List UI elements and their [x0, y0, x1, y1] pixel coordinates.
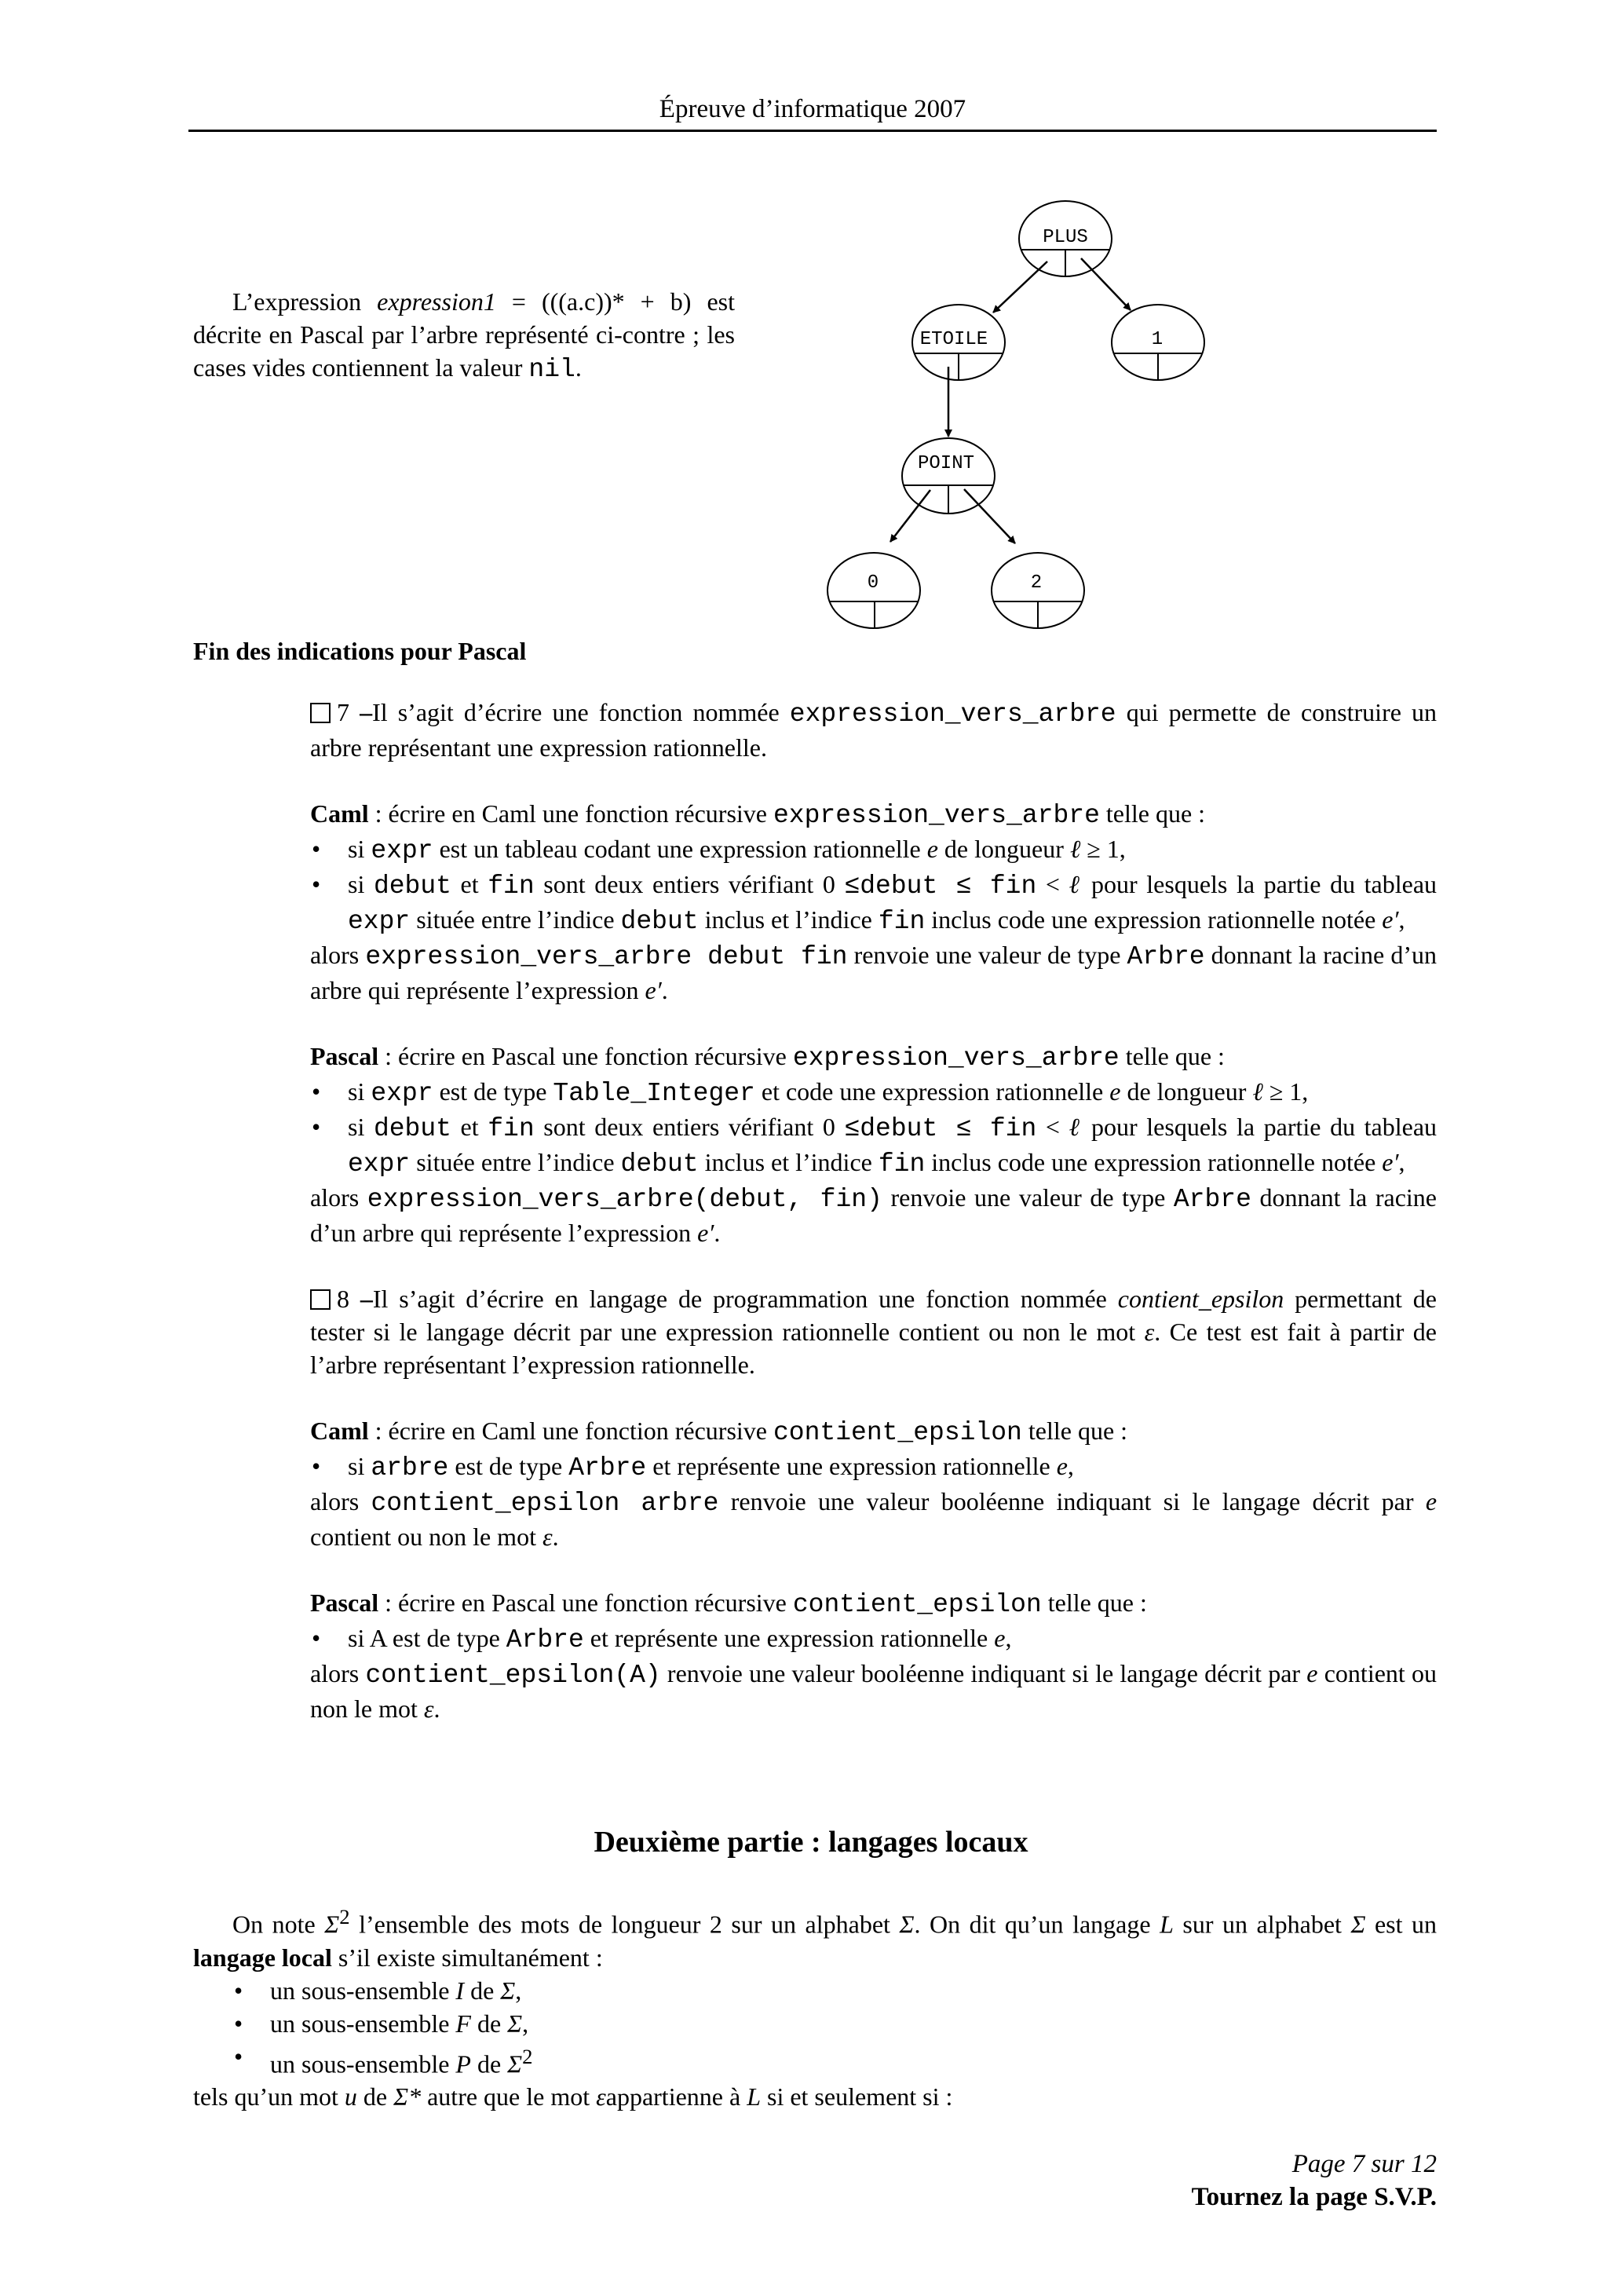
- q7-caml-result: alors expression_vers_arbre debut fin renvoie une valeur de type Arbre donnant la racine d’un arbre qui représente l’expression e′.: [310, 941, 1438, 1004]
- text: qui permette de construire un arbre représentant une expression rationnelle.: [310, 698, 1438, 762]
- list-item: • si debut et fin sont deux entiers vérifiant 0 ≤debut ≤ fin < ℓ pour lesquels la partie du tableau expr située entre l’indice debut inclus et l’indice fin inclus code une expression rationnelle notée e′,: [310, 868, 1437, 938]
- edge-plus-one: [1081, 258, 1131, 310]
- svg-text:POINT: POINT: [917, 453, 975, 474]
- list-item: • un sous-ensemble P de $\Sigma^2$: [232, 2040, 1437, 2081]
- intro-text: L’expression: [232, 287, 378, 316]
- q7-caml-intro: [310, 797, 1437, 832]
- text: : écrire en Caml une fonction récursive: [368, 799, 773, 828]
- function-name: expression_vers_arbre: [789, 700, 1116, 729]
- q8-statement: 8 –Il s’agit d’écrire en langage de programmation une fonction nommée contient_epsilon permettant de tester si le langage décrit par une expression rationnelle contient ou non le mot ε. Ce test est fait à partir de l’arbre représentant l’expression rationnelle.: [310, 1285, 1438, 1379]
- svg-text:0: 0: [867, 572, 879, 594]
- page-header-title: Épreuve d’informatique 2007: [659, 95, 966, 123]
- tree-node-one: [1112, 305, 1204, 380]
- section-title: Deuxième partie : langages locaux: [594, 1826, 1028, 1859]
- intro-paragraph: [193, 285, 735, 386]
- dash: –: [349, 698, 373, 726]
- part2-body: [193, 1900, 1437, 2113]
- text: telle que :: [1099, 799, 1206, 828]
- turn-page-note: Tournez la page S.V.P.: [1191, 2183, 1437, 2211]
- q7-pascal-intro: Pascal : écrire en Pascal une fonction récursive expression_vers_arbre telle que :: [310, 1042, 1225, 1073]
- list-item: • si expr est de type Table_Integer et code une expression rationnelle e de longueur ℓ ≥ 1,: [310, 1075, 1437, 1110]
- list-item: • un sous-ensemble F de Σ,: [232, 2007, 1437, 2040]
- list-item: • un sous-ensemble I de Σ,: [232, 1974, 1437, 2007]
- tree-node-etoile: [912, 305, 1005, 380]
- expression-tree-diagram: [824, 188, 1413, 644]
- checkbox-icon: [310, 1289, 331, 1310]
- q7-caml-conditions: [310, 832, 1437, 938]
- svg-text:ETOILE: ETOILE: [919, 329, 988, 350]
- nil-code: nil: [528, 355, 575, 384]
- edge-point-two: [964, 489, 1015, 543]
- text: Il s’agit d’écrire une fonction nommée: [372, 698, 790, 726]
- svg-text:2: 2: [1030, 572, 1043, 594]
- q7-pascal-result: alors expression_vers_arbre(debut, fin) renvoie une valeur de type Arbre donnant la racine d’un arbre qui représente l’expression e′.: [310, 1183, 1438, 1247]
- question-7: [310, 696, 1437, 1725]
- lang-label: Caml: [310, 799, 369, 828]
- section-end-label: Fin des indications pour Pascal: [193, 637, 527, 665]
- q8-caml-intro: Caml : écrire en Caml une fonction récursive contient_epsilon telle que :: [310, 1417, 1128, 1447]
- intro-text: .: [575, 353, 582, 382]
- q7-statement: [310, 696, 1437, 764]
- svg-text:PLUS: PLUS: [1043, 227, 1088, 248]
- edge-plus-etoile: [993, 261, 1047, 313]
- question-number: 7: [337, 698, 349, 726]
- q8-caml-result: alors contient_epsilon arbre renvoie une valeur booléenne indiquant si le langage décrit par e contient ou non le mot ε.: [310, 1487, 1438, 1551]
- intro-text: = (((a.c))* + b) est décrite en Pascal par l’arbre représenté ci-contre ; les cases vides contiennent la valeur: [193, 287, 736, 382]
- function-name: expression_vers_arbre: [773, 801, 1100, 830]
- part2-subsets-list: [232, 1974, 1437, 2081]
- part2-definition: On note $\Sigma^2$ l’ensemble des mots de longueur 2 sur un alphabet Σ. On dit qu’un langage L sur un alphabet Σ est un langage local s’il existe simultanément :: [193, 1905, 1438, 1972]
- tree-node-zero: [827, 553, 920, 628]
- page-footer: [1192, 2148, 1437, 2214]
- q8-caml-conditions: [310, 1450, 1437, 1485]
- list-item: • si expr est un tableau codant une expression rationnelle e de longueur ℓ ≥ 1,: [310, 832, 1437, 868]
- q8-pascal-intro: Pascal : écrire en Pascal une fonction récursive contient_epsilon telle que :: [310, 1589, 1147, 1619]
- lang-label: Pascal: [310, 1589, 379, 1617]
- q7-pascal-conditions: [310, 1075, 1437, 1181]
- part2-condition: tels qu’un mot u de Σ* autre que le mot εappartienne à L si et seulement si :: [193, 2082, 953, 2111]
- checkbox-icon: [310, 703, 331, 723]
- tree-node-two: [992, 553, 1084, 628]
- tree-node-point: [902, 438, 995, 514]
- q8-pascal-conditions: [310, 1621, 1437, 1657]
- lang-label: Pascal: [310, 1042, 379, 1070]
- lang-label: Caml: [310, 1417, 369, 1445]
- list-item: • si debut et fin sont deux entiers vérifiant 0 ≤debut ≤ fin < ℓ pour lesquels la partie du tableau expr située entre l’indice debut inclus et l’indice fin inclus code une expression rationnelle notée e′,: [310, 1110, 1437, 1181]
- tree-edges: [890, 258, 1131, 543]
- q8-pascal-result: alors contient_epsilon(A) renvoie une valeur booléenne indiquant si le langage décrit par e contient ou non le mot ε.: [310, 1659, 1438, 1723]
- header-rule: [188, 130, 1437, 132]
- list-item: • si arbre est de type Arbre et représente une expression rationnelle e,: [310, 1450, 1437, 1485]
- svg-text:1: 1: [1151, 329, 1164, 350]
- list-item: • si A est de type Arbre et représente une expression rationnelle e,: [310, 1621, 1437, 1657]
- tree-node-plus: [1019, 201, 1112, 276]
- expression-name: expression1: [377, 287, 496, 316]
- page-number: Page 7 sur 12: [1291, 2150, 1437, 2178]
